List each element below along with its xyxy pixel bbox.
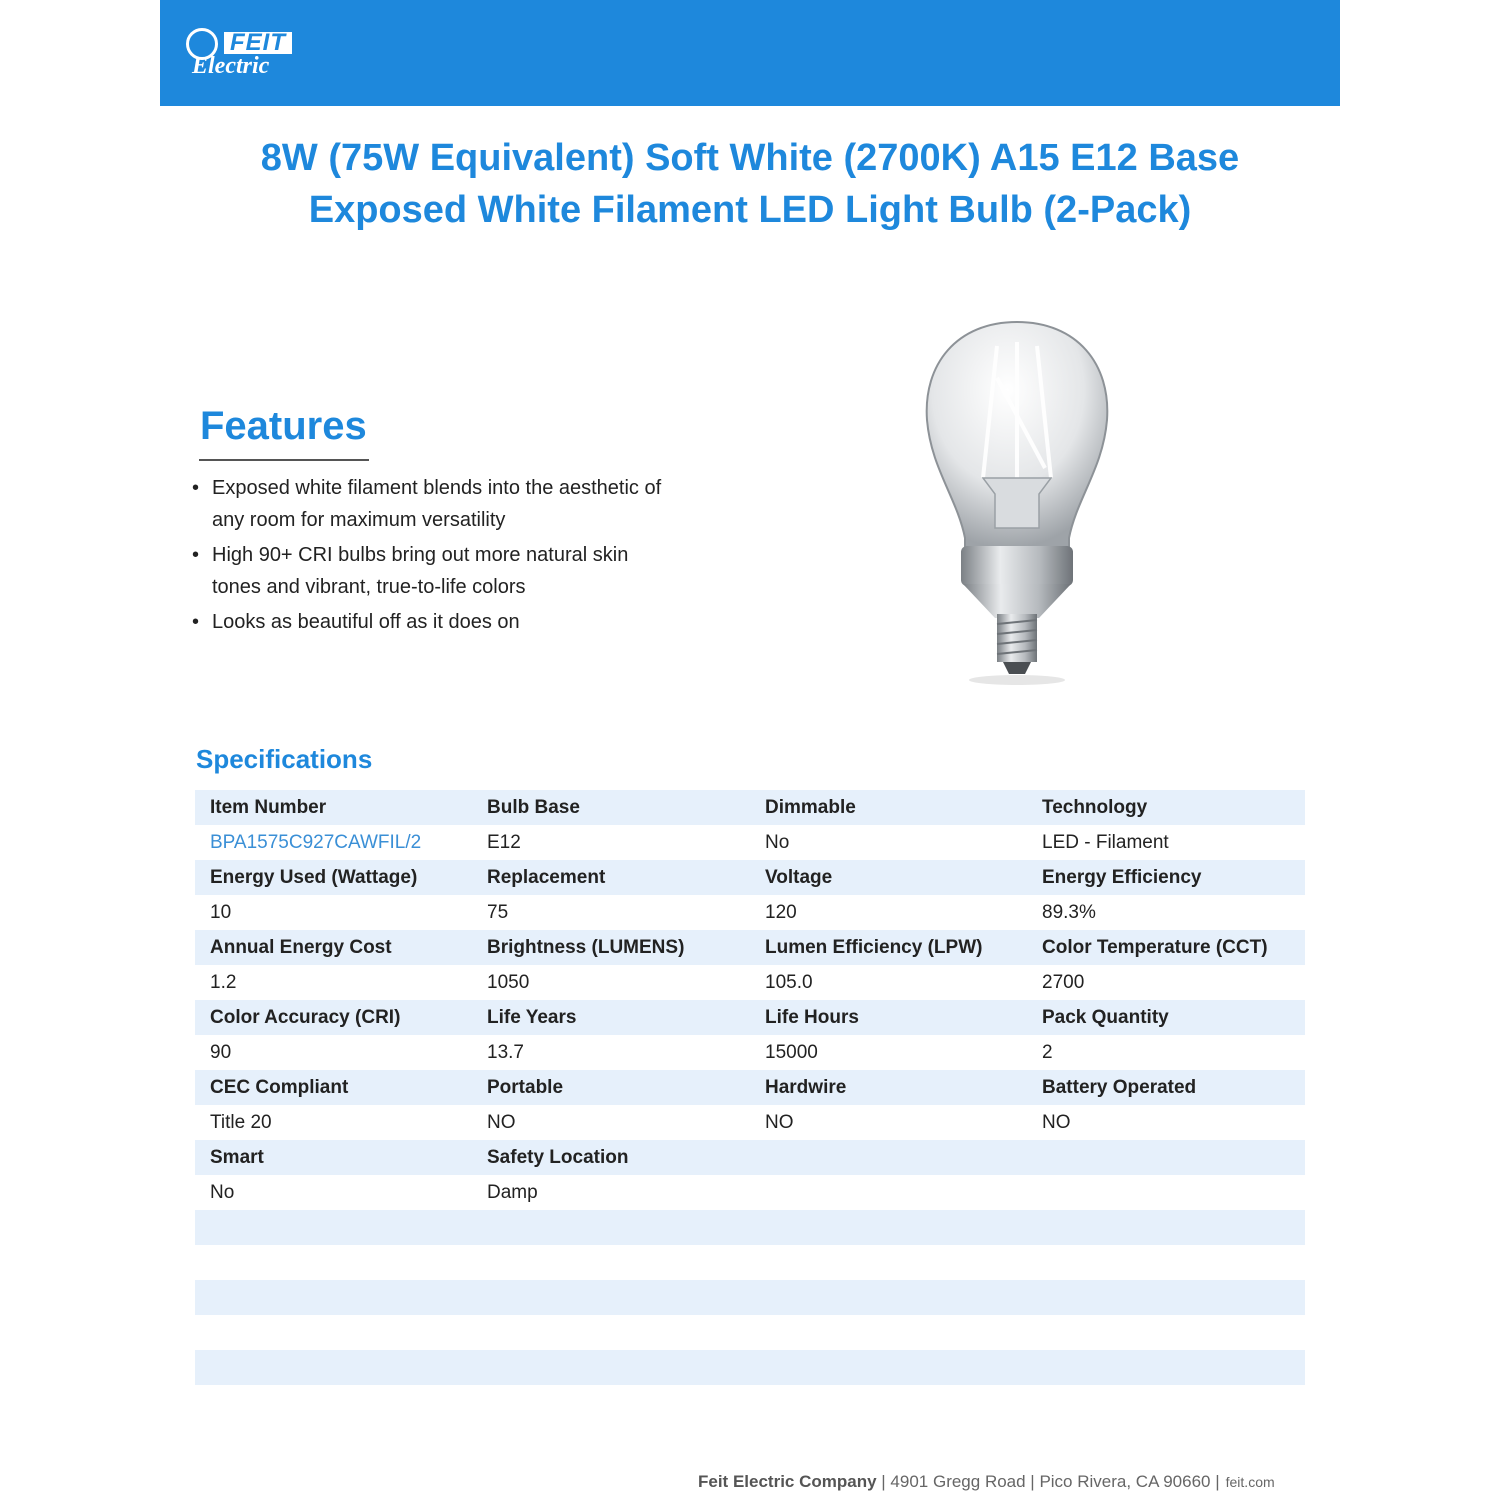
- feature-text-line: Exposed white filament blends into the aesthetic of: [212, 477, 662, 499]
- spec-label: Brightness (LUMENS): [487, 937, 685, 958]
- spec-value: 75: [487, 902, 509, 923]
- logo-brand-bottom: Electric: [192, 53, 270, 79]
- spec-empty-row: [195, 1280, 1305, 1315]
- spec-value: 105.0: [765, 972, 813, 993]
- spec-value: 2: [1042, 1042, 1053, 1063]
- spec-label-row: [195, 1000, 1305, 1035]
- spec-value: Title 20: [210, 1112, 272, 1133]
- spec-value: 90: [210, 1042, 232, 1063]
- spec-label-row: [195, 930, 1305, 965]
- spec-label: Smart: [210, 1147, 264, 1168]
- spec-label-row: [195, 790, 1305, 825]
- spec-label: Hardwire: [765, 1077, 847, 1098]
- spec-value: 2700: [1042, 972, 1085, 993]
- logo-brand-top: FEIT: [224, 32, 292, 54]
- spec-value: 1050: [487, 972, 530, 993]
- spec-label: Pack Quantity: [1042, 1007, 1169, 1028]
- spec-value-row: [195, 825, 1305, 860]
- spec-value: NO: [487, 1112, 516, 1133]
- spec-value: 1.2: [210, 972, 237, 993]
- features-underline: [199, 459, 369, 461]
- spec-value: No: [210, 1182, 235, 1203]
- spec-value: NO: [1042, 1112, 1071, 1133]
- spec-value: NO: [765, 1112, 794, 1133]
- spec-value: 89.3%: [1042, 902, 1096, 923]
- spec-value: 10: [210, 902, 232, 923]
- spec-value-row: [195, 1035, 1305, 1070]
- spec-label: Energy Efficiency: [1042, 867, 1202, 888]
- spec-empty-row: [195, 1210, 1305, 1245]
- spec-value-row: [195, 1105, 1305, 1140]
- spec-label: Life Hours: [765, 1007, 859, 1028]
- footer: [698, 1472, 1275, 1492]
- spec-label: CEC Compliant: [210, 1077, 349, 1098]
- spec-label: Color Accuracy (CRI): [210, 1007, 401, 1028]
- product-title-line2: Exposed White Filament LED Light Bulb (2-Pack): [308, 189, 1192, 231]
- spec-value: Damp: [487, 1182, 538, 1203]
- spec-value: LED - Filament: [1042, 832, 1169, 853]
- spec-value: E12: [487, 832, 521, 853]
- specifications-heading: Specifications: [196, 744, 373, 774]
- spec-label-row: [195, 1140, 1305, 1175]
- spec-label: Item Number: [210, 797, 327, 818]
- spec-label: Annual Energy Cost: [210, 937, 392, 958]
- spec-empty-row: [195, 1350, 1305, 1385]
- feature-text-line: any room for maximum versatility: [212, 509, 506, 531]
- spec-value: 13.7: [487, 1042, 524, 1063]
- feature-item: [192, 472, 712, 536]
- spec-value-row: [195, 895, 1305, 930]
- feature-item: [192, 606, 712, 638]
- spec-label: Safety Location: [487, 1147, 629, 1168]
- spec-empty-row: [195, 1315, 1305, 1350]
- spec-label: Technology: [1042, 797, 1148, 818]
- spec-label-row: [195, 860, 1305, 895]
- feature-text-line: tones and vibrant, true-to-life colors: [212, 576, 526, 598]
- footer-website-link[interactable]: feit.com: [1225, 1474, 1275, 1490]
- spec-empty-row: [195, 1245, 1305, 1280]
- spec-value-row: [195, 965, 1305, 1000]
- spec-label: Dimmable: [765, 797, 856, 818]
- feature-item: [192, 539, 712, 603]
- spec-value: No: [765, 832, 790, 853]
- spec-label: Energy Used (Wattage): [210, 867, 418, 888]
- feature-text-line: High 90+ CRI bulbs bring out more natural skin: [212, 544, 629, 566]
- spec-value: 15000: [765, 1042, 818, 1063]
- feit-electric-logo: [186, 28, 321, 82]
- light-bulb-icon: [905, 318, 1135, 690]
- features-heading: Features: [200, 404, 367, 448]
- spec-label: Lumen Efficiency (LPW): [765, 937, 983, 958]
- spec-value: 120: [765, 902, 797, 923]
- footer-address: | 4901 Gregg Road | Pico Rivera, CA 90660 |: [876, 1472, 1220, 1491]
- item-number-link[interactable]: BPA1575C927CAWFIL/2: [210, 832, 422, 853]
- spec-label: Voltage: [765, 867, 833, 888]
- product-title: [160, 132, 1340, 236]
- spec-label-row: [195, 1070, 1305, 1105]
- specifications-table: [195, 790, 1305, 1385]
- footer-company: Feit Electric Company: [698, 1472, 877, 1491]
- spec-label: Battery Operated: [1042, 1077, 1197, 1098]
- header-band: [160, 0, 1340, 106]
- product-title-line1: 8W (75W Equivalent) Soft White (2700K) A15 E12 Base: [260, 137, 1240, 179]
- features-list: [192, 472, 712, 641]
- feature-text-line: Looks as beautiful off as it does on: [212, 611, 520, 633]
- spec-label: Portable: [487, 1077, 564, 1098]
- spec-label: Replacement: [487, 867, 606, 888]
- spec-value-row: [195, 1175, 1305, 1210]
- spec-label: Color Temperature (CCT): [1042, 937, 1268, 958]
- spec-label: Life Years: [487, 1007, 577, 1028]
- spec-label: Bulb Base: [487, 797, 580, 818]
